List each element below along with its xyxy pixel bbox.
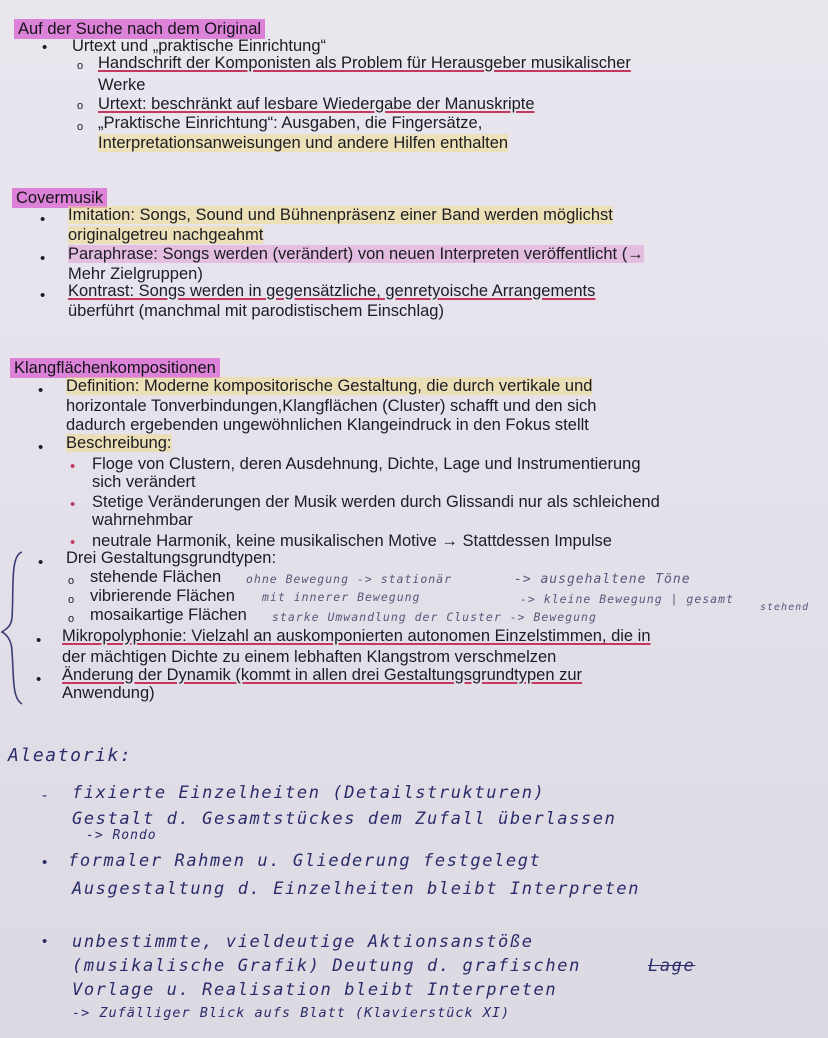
note-mosaik: starke Umwandlung der Cluster -> Bewegung — [272, 610, 597, 624]
bullet-icon: - — [42, 787, 47, 804]
curly-brace-icon — [0, 548, 26, 708]
bullet-icon: • — [40, 287, 46, 304]
type-stehend: stehende Flächen — [90, 568, 222, 586]
aleatorik-a-1: fixierte Einzelheiten (Detailstrukturen) — [72, 783, 546, 803]
desc-3: neutrale Harmonik, keine musikalischen Motive → Stattdessen Impulse — [92, 532, 612, 550]
note-ausgehalten: -> ausgehaltene Töne — [514, 572, 691, 587]
note-vibrierend: mit innerer Bewegung — [262, 590, 421, 604]
desc-label: Beschreibung: — [66, 434, 172, 452]
heading-aleatorik: Aleatorik: — [8, 745, 133, 766]
dot-bullet-icon: • — [70, 534, 76, 551]
circle-bullet-icon: o — [77, 60, 84, 72]
note-stehend: ohne Bewegung -> stationär — [246, 572, 453, 586]
circle-bullet-icon: o — [77, 121, 84, 133]
desc-1-line-2: sich verändert — [92, 473, 196, 491]
dyn-line-1: Änderung der Dynamik (kommt in allen drei Gestaltungsgrundtypen zur — [62, 666, 583, 684]
sub-handschrift-1: Handschrift der Komponisten als Problem für Herausgeber musikalischer — [98, 54, 631, 72]
cover-imitation-1: Imitation: Songs, Sound und Bühnenpräsenz einer Band werden möglichst — [68, 206, 613, 224]
aleatorik-c-2: (musikalische Grafik) Deutung d. grafischen — [72, 956, 581, 976]
circle-bullet-icon: o — [77, 100, 84, 112]
def-line-2: horizontale Tonverbindungen,Klangflächen (Cluster) schafft und den sich — [66, 397, 597, 415]
aleatorik-b-2: Ausgestaltung d. Einzelheiten bleibt Interpreten — [72, 879, 641, 899]
bullet-icon: • — [42, 39, 48, 56]
bullet-icon: • — [38, 382, 44, 399]
aleatorik-c-3: Vorlage u. Realisation bleibt Interpreten — [72, 980, 558, 1000]
heading-original: Auf der Suche nach dem Original — [14, 19, 265, 39]
def-line-3: dadurch ergebenden ungewöhnlichen Klangeindruck in den Fokus stellt — [66, 416, 589, 434]
sub-praktisch-2: Interpretationsanweisungen und andere Hilfen enthalten — [98, 134, 509, 152]
heading-covermusik: Covermusik — [12, 188, 107, 208]
heading-klangflaechen: Klangflächenkompositionen — [10, 358, 220, 378]
circle-bullet-icon: o — [68, 594, 75, 606]
desc-2-line-1: Stetige Veränderungen der Musik werden durch Glissandi nur als schleichend — [92, 493, 660, 511]
micro-line-1: Mikropolyphonie: Vielzahl an auskomponierten autonomen Einzelstimmen, die in — [62, 627, 651, 645]
cover-kontrast-2: überführt (manchmal mit parodistischem Einschlag) — [68, 302, 444, 320]
bullet-icon: • — [42, 854, 48, 871]
dyn-line-2: Anwendung) — [62, 684, 155, 702]
aleatorik-c-strike: Lage — [648, 956, 696, 976]
sub-praktisch-1: „Praktische Einrichtung“: Ausgaben, die Fingersätze, — [98, 114, 483, 132]
type-mosaik: mosaikartige Flächen — [90, 606, 247, 624]
sub-handschrift-2: Werke — [98, 76, 146, 94]
bullet-icon: • — [38, 439, 44, 456]
circle-bullet-icon: o — [68, 575, 75, 587]
sub-urtext: Urtext: beschränkt auf lesbare Wiedergabe der Manuskripte — [98, 95, 535, 113]
micro-line-2: der mächtigen Dichte zu einem lebhaften Klangstrom verschmelzen — [62, 648, 557, 666]
bullet-icon: • — [40, 211, 46, 228]
aleatorik-c-4: -> Zufälliger Blick aufs Blatt (Klavierstück XI) — [72, 1005, 511, 1021]
cover-kontrast-1: Kontrast: Songs werden in gegensätzliche, genretyoische Arrangements — [68, 282, 596, 300]
desc-2-line-2: wahrnehmbar — [92, 511, 193, 529]
aleatorik-c-1: unbestimmte, vieldeutige Aktionsanstöße — [72, 932, 534, 952]
def-line-1: Definition: Moderne kompositorische Gestaltung, die durch vertikale und — [66, 377, 593, 395]
aleatorik-a-2: Gestalt d. Gesamtstückes dem Zufall überlassen — [72, 809, 617, 829]
aleatorik-b-1: formaler Rahmen u. Gliederung festgelegt — [68, 851, 542, 871]
bullet-icon: • — [42, 933, 48, 950]
bullet-icon: • — [36, 671, 42, 688]
cover-paraphrase-2: Mehr Zielgruppen) — [68, 265, 203, 283]
dot-bullet-icon: • — [70, 496, 76, 513]
bullet-icon: • — [38, 554, 44, 571]
note-stehend-small: stehend — [760, 602, 810, 613]
desc-1-line-1: Floge von Clustern, deren Ausdehnung, Dichte, Lage und Instrumentierung — [92, 455, 641, 473]
types-label: Drei Gestaltungsgrundtypen: — [66, 549, 277, 567]
type-vibrierend: vibrierende Flächen — [90, 587, 235, 605]
bullet-icon: • — [40, 250, 46, 267]
note-kleine-bewegung: -> kleine Bewegung | gesamt — [520, 592, 734, 606]
cover-paraphrase-1: Paraphrase: Songs werden (verändert) von neuen Interpreten veröffentlicht (→ — [68, 245, 644, 263]
circle-bullet-icon: o — [68, 613, 75, 625]
dot-bullet-icon: • — [70, 458, 76, 475]
item-urtext: Urtext und „praktische Einrichtung“ — [72, 37, 327, 55]
cover-imitation-2: originalgetreu nachgeahmt — [68, 226, 264, 244]
bullet-icon: • — [36, 632, 42, 649]
aleatorik-a-3: -> Rondo — [86, 828, 157, 843]
